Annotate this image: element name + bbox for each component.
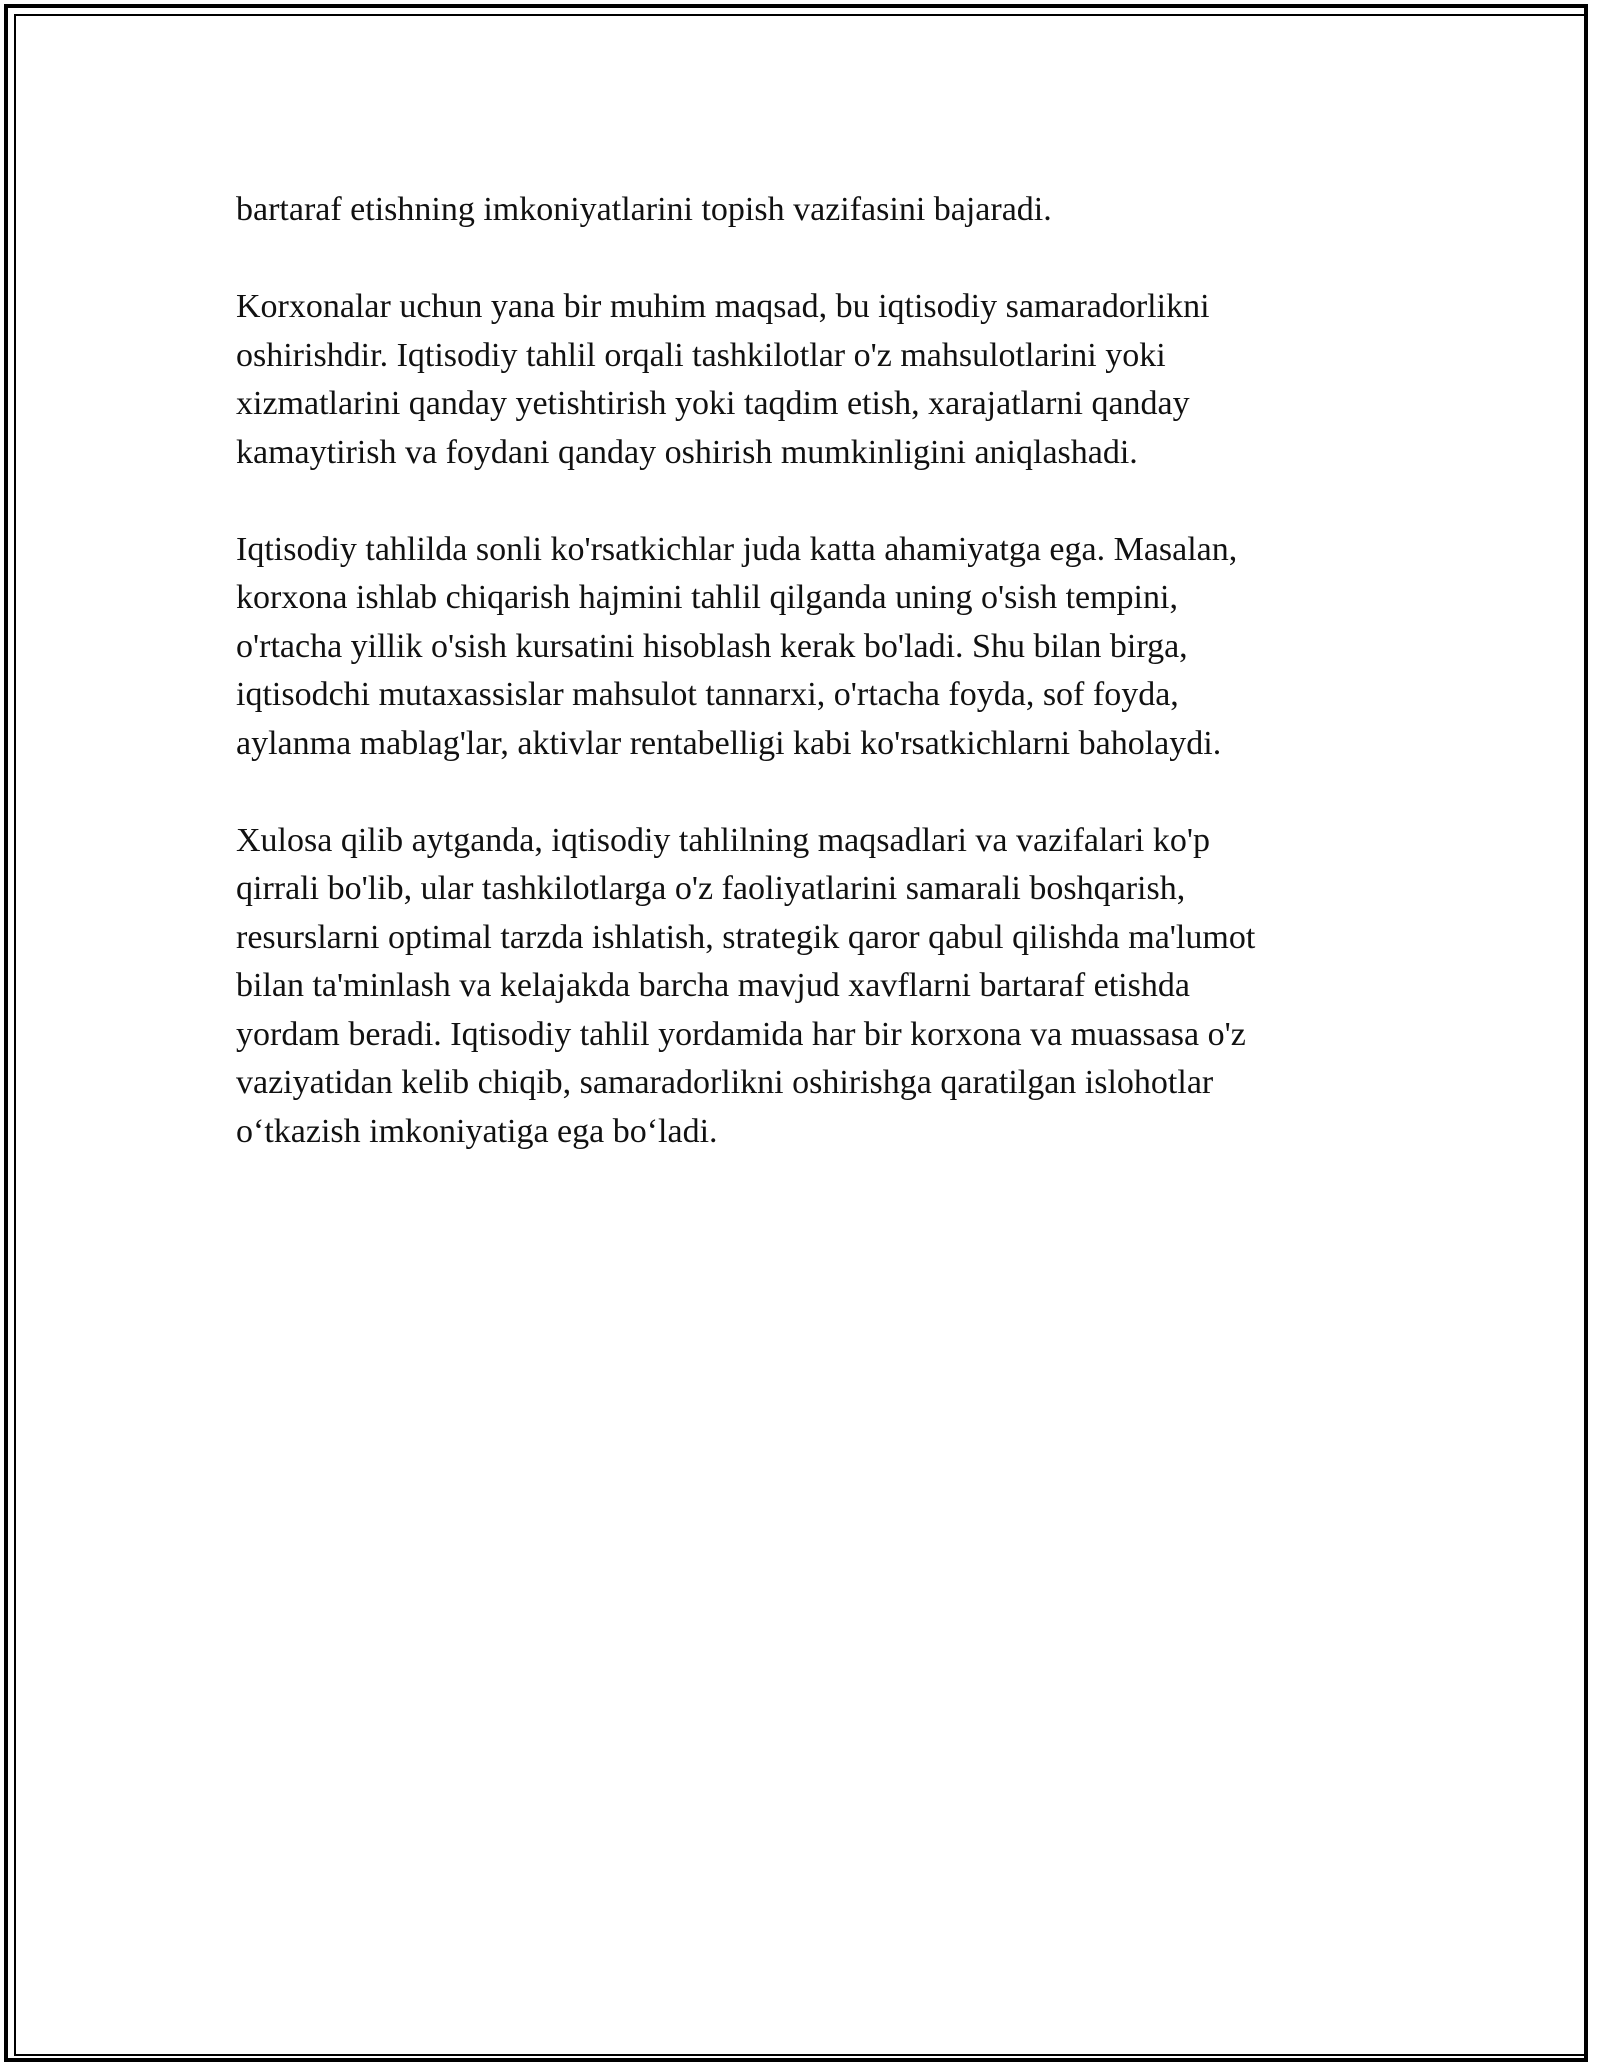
text-line: korxona ishlab chiqarish hajmini tahlil qilganda uning o'sish tempini, bbox=[236, 579, 1178, 616]
document-body bbox=[236, 186, 1366, 1205]
text-line: o‘tkazish imkoniyatiga ega bo‘ladi. bbox=[236, 1112, 718, 1150]
text-line: o'rtacha yillik o'sish kursatini hisoblash kerak bo'ladi. Shu bilan birga, bbox=[236, 627, 1188, 665]
text-line: xizmatlarini qanday yetishtirish yoki taqdim etish, xarajatlarni qanday bbox=[236, 385, 1190, 422]
text-line: bartaraf etishning imkoniyatlarini topish vazifasini bajaradi. bbox=[236, 191, 1052, 228]
text-line: oshirishdir. Iqtisodiy tahlil orqali tashkilotlar o'z mahsulotlarini yoki bbox=[236, 336, 1166, 374]
text-line: yordam beradi. Iqtisodiy tahlil yordamida har bir korxona va muassasa o'z bbox=[236, 1015, 1246, 1053]
text-line: vaziyatidan kelib chiqib, samaradorlikni oshirishga qaratilgan islohotlar bbox=[236, 1064, 1214, 1101]
text-line: aylanma mablag'lar, aktivlar rentabelligi kabi ko'rsatkichlarni baholaydi. bbox=[236, 724, 1222, 762]
text-line: Iqtisodiy tahlilda sonli ko'rsatkichlar juda katta ahamiyatga ega. Masalan, bbox=[236, 530, 1238, 568]
text-line: Xulosa qilib aytganda, iqtisodiy tahlilning maqsadlari va vazifalari ko'p bbox=[236, 821, 1210, 859]
text-line: kamaytirish va foydani qanday oshirish mumkinligini aniqlashadi. bbox=[236, 433, 1138, 471]
text-line: Korxonalar uchun yana bir muhim maqsad, bu iqtisodiy samaradorlikni bbox=[236, 288, 1210, 325]
paragraph-1 bbox=[236, 186, 1366, 235]
paragraph-4 bbox=[236, 817, 1366, 1157]
text-line: qirrali bo'lib, ular tashkilotlarga o'z faoliyatlarini samarali boshqarish, bbox=[236, 870, 1186, 907]
text-line: resurslarni optimal tarzda ishlatish, strategik qaror qabul qilishda ma'lumot bbox=[236, 918, 1256, 956]
text-line: iqtisodchi mutaxassislar mahsulot tannarxi, o'rtacha foyda, sof foyda, bbox=[236, 676, 1179, 713]
paragraph-3 bbox=[236, 526, 1366, 769]
paragraph-2 bbox=[236, 283, 1366, 477]
text-line: bilan ta'minlash va kelajakda barcha mavjud xavflarni bartaraf etishda bbox=[236, 967, 1190, 1004]
